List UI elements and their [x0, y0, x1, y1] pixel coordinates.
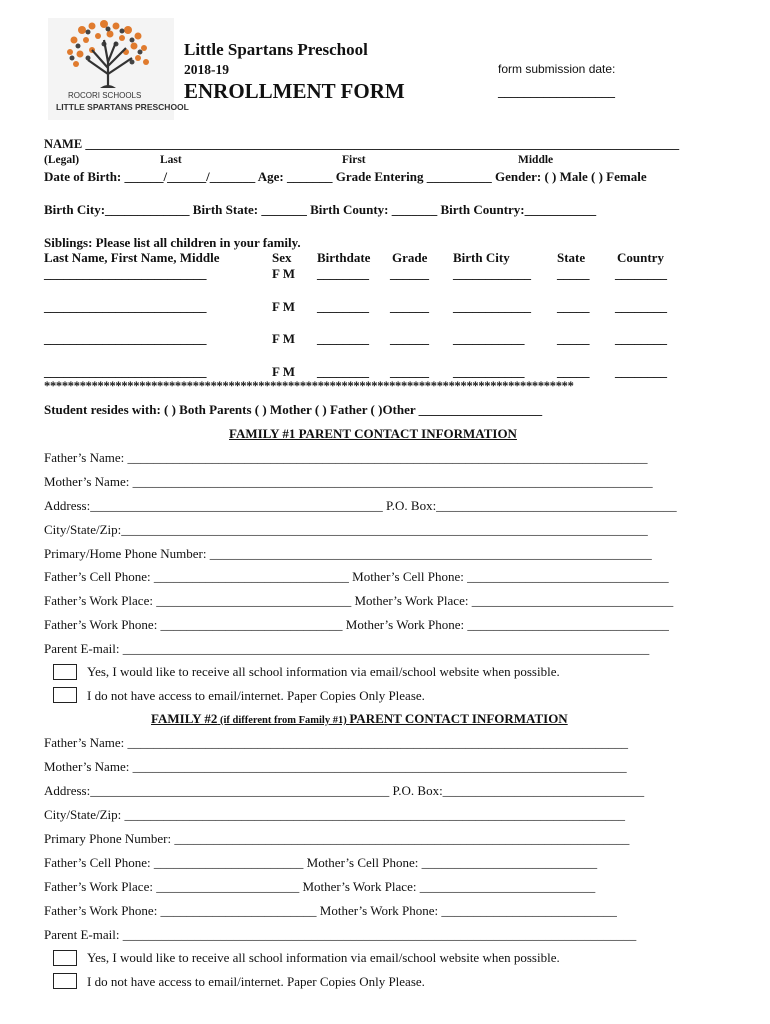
family2-father-name-field[interactable]: Father’s Name: _____________________________________________________________________________: [44, 735, 629, 750]
family1-address-field[interactable]: Address:_____________________________________________ P.O. Box:_____________________________________: [44, 498, 677, 513]
sibling-state-field[interactable]: _____: [557, 364, 590, 379]
sibling-name-field[interactable]: _________________________: [44, 331, 207, 346]
siblings-header-country: Country: [617, 250, 664, 265]
sibling-country-field[interactable]: ________: [615, 299, 667, 314]
birth-location-row[interactable]: Birth City:_____________ Birth State: _______ Birth County: _______ Birth Country:___________: [44, 202, 597, 217]
family2-work-phones-row[interactable]: Father’s Work Phone: ________________________ Mother’s Work Phone: ___________________________: [44, 903, 617, 918]
family2-heading-note: (if different from Family #1): [217, 715, 350, 726]
family1-email-field[interactable]: Parent E-mail: _________________________________________________________________________________: [44, 641, 650, 656]
school-year: 2018-19: [184, 62, 229, 77]
sibling-grade-field[interactable]: ______: [390, 299, 429, 314]
family2-primary-phone-field[interactable]: Primary Phone Number: ______________________________________________________________________: [44, 831, 630, 846]
name-first-label: First: [342, 154, 366, 166]
name-legal-label: (Legal): [44, 154, 80, 166]
sibling-sex-options[interactable]: F M: [272, 331, 295, 346]
family2-heading-suffix: PARENT CONTACT INFORMATION: [349, 711, 568, 726]
family1-heading: FAMILY #1 PARENT CONTACT INFORMATION: [229, 426, 517, 441]
siblings-header-name: Last Name, First Name, Middle: [44, 250, 220, 265]
sibling-name-field[interactable]: _________________________: [44, 266, 207, 281]
family1-work-places-row[interactable]: Father’s Work Place: ______________________________ Mother’s Work Place: _______________________________: [44, 593, 674, 608]
family2-city-state-zip-field[interactable]: City/State/Zip: _____________________________________________________________________________: [44, 807, 626, 822]
sibling-birthdate-field[interactable]: ________: [317, 266, 369, 281]
family2-email-field[interactable]: Parent E-mail: _______________________________________________________________________________: [44, 927, 637, 942]
section-divider: *****************************************************************************************: [44, 379, 574, 393]
siblings-header-grade: Grade: [392, 250, 428, 265]
sibling-country-field[interactable]: ________: [615, 364, 667, 379]
sibling-grade-field[interactable]: ______: [390, 266, 429, 281]
sibling-city-field[interactable]: ___________: [453, 364, 525, 379]
sibling-city-field[interactable]: ___________: [453, 331, 525, 346]
family2-address-field[interactable]: Address:______________________________________________ P.O. Box:_______________________________: [44, 783, 645, 798]
school-logo: [48, 18, 189, 120]
name-last-label: Last: [160, 154, 182, 166]
sibling-sex-options[interactable]: F M: [272, 364, 295, 379]
family2-work-places-row[interactable]: Father’s Work Place: ______________________ Mother’s Work Place: ___________________________: [44, 879, 596, 894]
sibling-state-field[interactable]: _____: [557, 266, 590, 281]
name-middle-label: Middle: [518, 154, 554, 166]
family1-father-name-field[interactable]: Father’s Name: ________________________________________________________________________________: [44, 450, 648, 465]
resides-with-row[interactable]: Student resides with: ( ) Both Parents ( ) Mother ( ) Father ( )Other ___________________: [44, 402, 543, 417]
family1-work-phones-row[interactable]: Father’s Work Phone: ____________________________ Mother’s Work Phone: _______________________________: [44, 617, 669, 632]
dob-age-grade-gender-row[interactable]: Date of Birth: ______/______/_______ Age: _______ Grade Entering __________ Gender: ( ) Male ( ) Female: [44, 169, 647, 184]
svg-text:ROCORI SCHOOLS: ROCORI SCHOOLS: [68, 91, 142, 100]
family1-paper-checkbox[interactable]: [53, 687, 77, 703]
form-title: ENROLLMENT FORM: [184, 79, 405, 103]
submission-date-field[interactable]: __________________: [498, 84, 615, 99]
sibling-city-field[interactable]: ____________: [453, 266, 531, 281]
sibling-sex-options[interactable]: F M: [272, 266, 295, 281]
family1-mother-name-field[interactable]: Mother’s Name: ________________________________________________________________________________: [44, 474, 653, 489]
family2-paper-checkbox[interactable]: [53, 973, 77, 989]
sibling-grade-field[interactable]: ______: [390, 331, 429, 346]
sibling-birthdate-field[interactable]: ________: [317, 364, 369, 379]
sibling-name-field[interactable]: _________________________: [44, 299, 207, 314]
siblings-header-birthdate: Birthdate: [317, 250, 371, 265]
family1-email-checkbox[interactable]: [53, 664, 77, 680]
siblings-intro: Siblings: Please list all children in your family.: [44, 235, 301, 250]
siblings-header-birth-city: Birth City: [453, 250, 510, 265]
sibling-state-field[interactable]: _____: [557, 299, 590, 314]
family1-city-state-zip-field[interactable]: City/State/Zip:_________________________________________________________________________________: [44, 522, 648, 537]
sibling-name-field[interactable]: _________________________: [44, 364, 207, 379]
family1-cell-phones-row[interactable]: Father’s Cell Phone: ______________________________ Mother’s Cell Phone: _______________________________: [44, 569, 669, 584]
sibling-grade-field[interactable]: ______: [390, 364, 429, 379]
family1-primary-phone-field[interactable]: Primary/Home Phone Number: ____________________________________________________________________: [44, 546, 652, 561]
sibling-country-field[interactable]: ________: [615, 266, 667, 281]
family2-email-checkbox-label: Yes, I would like to receive all school information via email/school website when possible.: [87, 950, 560, 965]
family2-cell-phones-row[interactable]: Father’s Cell Phone: _______________________ Mother’s Cell Phone: ___________________________: [44, 855, 598, 870]
sibling-birthdate-field[interactable]: ________: [317, 299, 369, 314]
family1-paper-checkbox-label: I do not have access to email/internet. Paper Copies Only Please.: [87, 688, 425, 703]
sibling-city-field[interactable]: ____________: [453, 299, 531, 314]
student-name-field[interactable]: NAME _______________________________________________________________________________________________: [44, 137, 680, 151]
sibling-state-field[interactable]: _____: [557, 331, 590, 346]
family2-mother-name-field[interactable]: Mother’s Name: ____________________________________________________________________________: [44, 759, 627, 774]
family2-heading: [151, 711, 568, 727]
sibling-birthdate-field[interactable]: ________: [317, 331, 369, 346]
family1-email-checkbox-label: Yes, I would like to receive all school information via email/school website when possible.: [87, 664, 560, 679]
family2-paper-checkbox-label: I do not have access to email/internet. Paper Copies Only Please.: [87, 974, 425, 989]
siblings-header-state: State: [557, 250, 586, 265]
family2-heading-prefix: FAMILY #2: [151, 711, 218, 726]
siblings-header-sex: Sex: [272, 250, 292, 265]
submission-date-label: form submission date:: [498, 62, 616, 76]
sibling-country-field[interactable]: ________: [615, 331, 667, 346]
sibling-sex-options[interactable]: F M: [272, 299, 295, 314]
school-name: Little Spartans Preschool: [184, 40, 368, 59]
family2-email-checkbox[interactable]: [53, 950, 77, 966]
svg-text:LITTLE SPARTANS PRESCHOOL: LITTLE SPARTANS PRESCHOOL: [56, 102, 189, 112]
